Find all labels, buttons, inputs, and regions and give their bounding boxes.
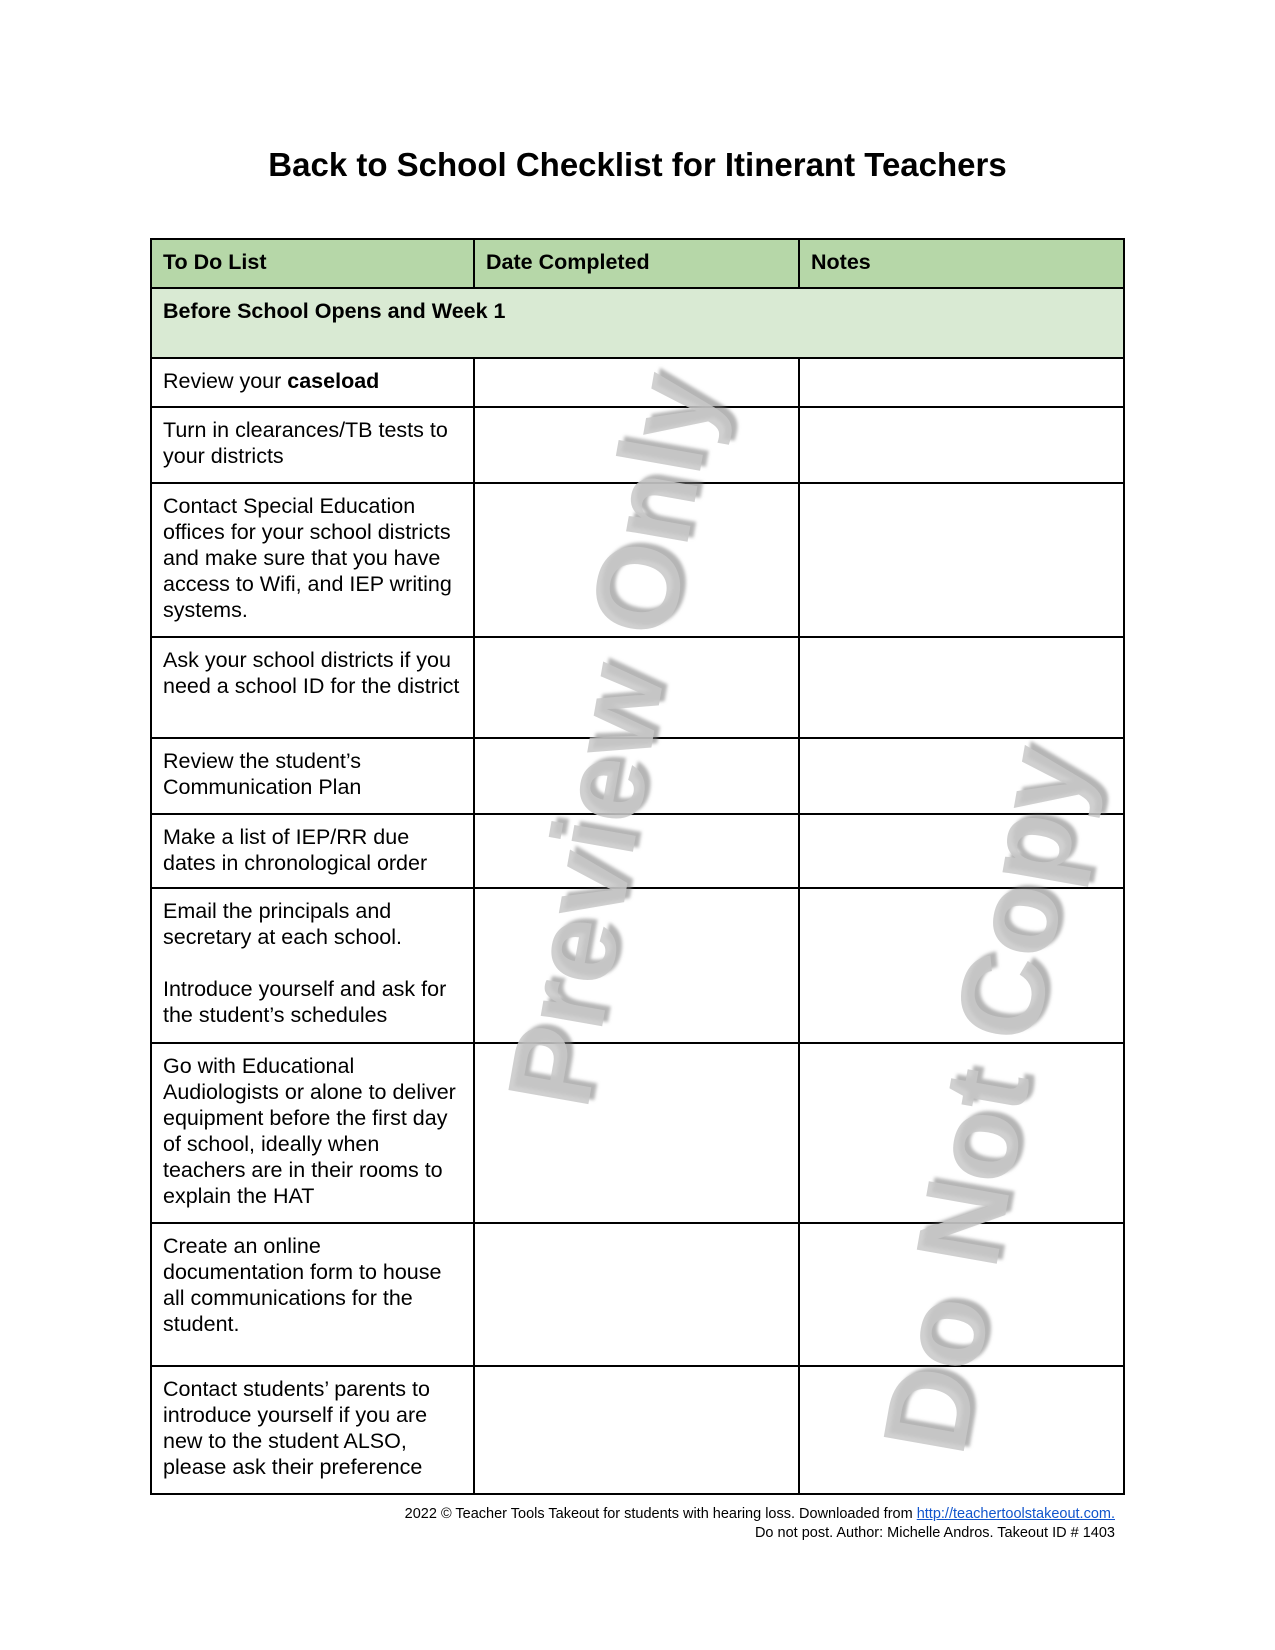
footer bbox=[405, 1505, 1115, 1543]
page-title: Back to School Checklist for Itinerant Teachers bbox=[268, 146, 1007, 183]
task-cell bbox=[151, 888, 474, 1043]
task-cell bbox=[151, 358, 474, 407]
table-row bbox=[151, 407, 1124, 483]
notes-cell[interactable] bbox=[799, 1366, 1124, 1494]
task-cell: Turn in clearances/TB tests to your districts bbox=[151, 407, 474, 483]
task-text-bold: caseload bbox=[287, 369, 380, 393]
notes-cell[interactable] bbox=[799, 483, 1124, 637]
footer-link[interactable]: http://teachertoolstakeout.com. bbox=[916, 1506, 1115, 1522]
date-cell[interactable] bbox=[474, 738, 799, 814]
task-cell: Create an online documentation form to house all communications for the student. bbox=[151, 1223, 474, 1366]
table-row bbox=[151, 483, 1124, 637]
date-cell[interactable] bbox=[474, 1366, 799, 1494]
date-cell[interactable] bbox=[474, 1043, 799, 1223]
header-todo: To Do List bbox=[151, 239, 474, 288]
date-cell[interactable] bbox=[474, 358, 799, 407]
header-date-completed: Date Completed bbox=[474, 239, 799, 288]
task-cell: Ask your school districts if you need a school ID for the district bbox=[151, 637, 474, 738]
table-row bbox=[151, 814, 1124, 888]
date-cell[interactable] bbox=[474, 1223, 799, 1366]
task-cell: Review the student’s Communication Plan bbox=[151, 738, 474, 814]
footer-copyright: 2022 © Teacher Tools Takeout for students with hearing loss. Downloaded from bbox=[404, 1506, 917, 1522]
task-cell: Contact Special Education offices for your school districts and make sure that you have access to Wifi, and IEP writing systems. bbox=[151, 483, 474, 637]
table-row bbox=[151, 738, 1124, 814]
notes-cell[interactable] bbox=[799, 1043, 1124, 1223]
task-cell: Contact students’ parents to introduce yourself if you are new to the student ALSO, please ask their preference bbox=[151, 1366, 474, 1494]
date-cell[interactable] bbox=[474, 407, 799, 483]
notes-cell[interactable] bbox=[799, 1223, 1124, 1366]
footer-author: Do not post. Author: Michelle Andros. Takeout ID # 1403 bbox=[754, 1525, 1115, 1541]
header-notes: Notes bbox=[799, 239, 1124, 288]
task-cell: Make a list of IEP/RR due dates in chronological order bbox=[151, 814, 474, 888]
task-text: Review your bbox=[163, 369, 288, 393]
watermark-do-not-copy: Do Not Copy bbox=[857, 736, 1113, 1464]
watermark-preview-only: Preview Only bbox=[482, 363, 742, 1117]
date-cell[interactable] bbox=[474, 483, 799, 637]
notes-cell[interactable] bbox=[799, 888, 1124, 1043]
table-row bbox=[151, 637, 1124, 738]
task-text: Email the principals and secretary at each school. bbox=[163, 899, 403, 949]
task-cell: Go with Educational Audiologists or alone to deliver equipment before the first day of school, ideally when teachers are in their rooms to explain the HAT bbox=[151, 1043, 474, 1223]
checklist-table bbox=[150, 238, 1125, 1495]
date-cell[interactable] bbox=[474, 637, 799, 738]
notes-cell[interactable] bbox=[799, 814, 1124, 888]
notes-cell[interactable] bbox=[799, 637, 1124, 738]
date-cell[interactable] bbox=[474, 814, 799, 888]
notes-cell[interactable] bbox=[799, 407, 1124, 483]
date-cell[interactable] bbox=[474, 888, 799, 1043]
notes-cell[interactable] bbox=[799, 738, 1124, 814]
task-text: Introduce yourself and ask for the student’s schedules bbox=[163, 977, 447, 1027]
section-title: Before School Opens and Week 1 bbox=[151, 288, 1124, 358]
table-row bbox=[151, 888, 1124, 1043]
notes-cell[interactable] bbox=[799, 358, 1124, 407]
table-row bbox=[151, 1043, 1124, 1223]
table-row bbox=[151, 1223, 1124, 1366]
table-row bbox=[151, 358, 1124, 407]
header-row bbox=[151, 239, 1124, 288]
section-row bbox=[151, 288, 1124, 358]
table-row bbox=[151, 1366, 1124, 1494]
